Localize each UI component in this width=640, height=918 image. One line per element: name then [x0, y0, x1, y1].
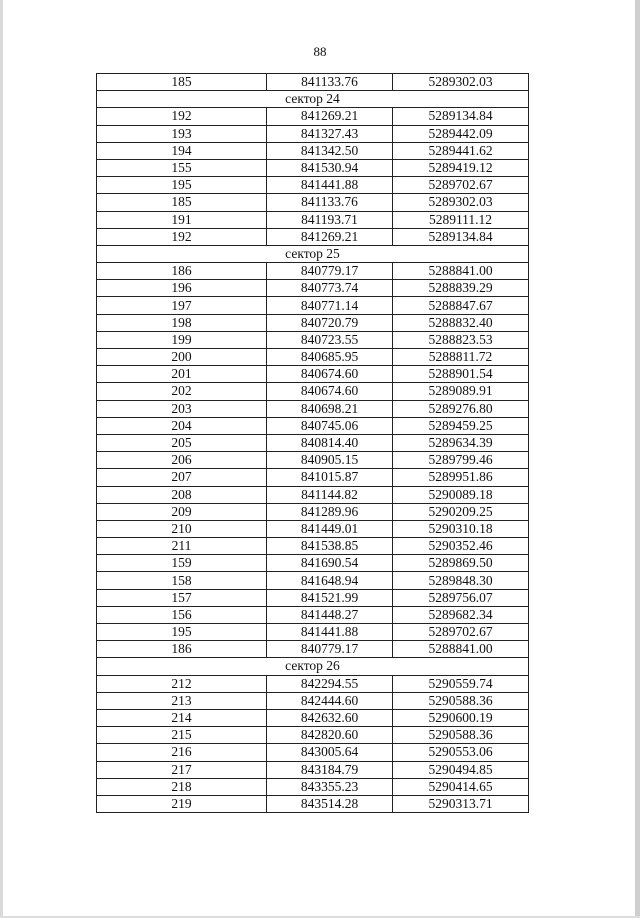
- table-row: [97, 434, 529, 451]
- point-number-cell: 186: [97, 263, 267, 280]
- table-row: [97, 349, 529, 366]
- x-coordinate-cell: 840698.21: [267, 400, 393, 417]
- table-row: [97, 280, 529, 297]
- table-row: [97, 263, 529, 280]
- point-number-cell: 214: [97, 709, 267, 726]
- table-row: [97, 469, 529, 486]
- point-number-cell: 218: [97, 778, 267, 795]
- point-number-cell: 197: [97, 297, 267, 314]
- x-coordinate-cell: 841289.96: [267, 503, 393, 520]
- table-row: [97, 624, 529, 641]
- x-coordinate-cell: 842632.60: [267, 709, 393, 726]
- point-number-cell: 158: [97, 572, 267, 589]
- x-coordinate-cell: 843355.23: [267, 778, 393, 795]
- y-coordinate-cell: 5290494.85: [393, 761, 529, 778]
- x-coordinate-cell: 840779.17: [267, 641, 393, 658]
- point-number-cell: 157: [97, 589, 267, 606]
- point-number-cell: 195: [97, 177, 267, 194]
- y-coordinate-cell: 5289442.09: [393, 125, 529, 142]
- table-row: [97, 383, 529, 400]
- y-coordinate-cell: 5288841.00: [393, 263, 529, 280]
- table-row: [97, 297, 529, 314]
- y-coordinate-cell: 5289869.50: [393, 555, 529, 572]
- y-coordinate-cell: 5289848.30: [393, 572, 529, 589]
- point-number-cell: 202: [97, 383, 267, 400]
- point-number-cell: 192: [97, 228, 267, 245]
- table-row: [97, 761, 529, 778]
- x-coordinate-cell: 841133.76: [267, 74, 393, 91]
- y-coordinate-cell: 5289459.25: [393, 417, 529, 434]
- x-coordinate-cell: 840720.79: [267, 314, 393, 331]
- table-row: [97, 400, 529, 417]
- coordinates-table: [96, 73, 529, 813]
- table-row: [97, 727, 529, 744]
- y-coordinate-cell: 5288839.29: [393, 280, 529, 297]
- point-number-cell: 193: [97, 125, 267, 142]
- y-coordinate-cell: 5290089.18: [393, 486, 529, 503]
- y-coordinate-cell: 5288823.53: [393, 331, 529, 348]
- x-coordinate-cell: 840674.60: [267, 366, 393, 383]
- x-coordinate-cell: 841448.27: [267, 606, 393, 623]
- y-coordinate-cell: 5288841.00: [393, 641, 529, 658]
- table-row: [97, 194, 529, 211]
- point-number-cell: 209: [97, 503, 267, 520]
- table-row: [97, 795, 529, 812]
- y-coordinate-cell: 5289634.39: [393, 434, 529, 451]
- page-number: 88: [313, 44, 327, 59]
- table-row: [97, 228, 529, 245]
- point-number-cell: 204: [97, 417, 267, 434]
- table-row: [97, 452, 529, 469]
- table-row: [97, 486, 529, 503]
- y-coordinate-cell: 5288901.54: [393, 366, 529, 383]
- point-number-cell: 219: [97, 795, 267, 812]
- y-coordinate-cell: 5289702.67: [393, 177, 529, 194]
- sector-header-row: [97, 245, 529, 262]
- point-number-cell: 203: [97, 400, 267, 417]
- x-coordinate-cell: 840723.55: [267, 331, 393, 348]
- y-coordinate-cell: 5290414.65: [393, 778, 529, 795]
- x-coordinate-cell: 843184.79: [267, 761, 393, 778]
- point-number-cell: 156: [97, 606, 267, 623]
- table-row: [97, 520, 529, 537]
- point-number-cell: 155: [97, 159, 267, 176]
- table-row: [97, 555, 529, 572]
- table-row: [97, 74, 529, 91]
- x-coordinate-cell: 842820.60: [267, 727, 393, 744]
- x-coordinate-cell: 841690.54: [267, 555, 393, 572]
- x-coordinate-cell: 841530.94: [267, 159, 393, 176]
- x-coordinate-cell: 841342.50: [267, 142, 393, 159]
- y-coordinate-cell: 5288832.40: [393, 314, 529, 331]
- y-coordinate-cell: 5290313.71: [393, 795, 529, 812]
- table-row: [97, 538, 529, 555]
- x-coordinate-cell: 840779.17: [267, 263, 393, 280]
- table-row: [97, 159, 529, 176]
- table-row: [97, 778, 529, 795]
- point-number-cell: 211: [97, 538, 267, 555]
- point-number-cell: 159: [97, 555, 267, 572]
- y-coordinate-cell: 5289682.34: [393, 606, 529, 623]
- table-row: [97, 692, 529, 709]
- y-coordinate-cell: 5289951.86: [393, 469, 529, 486]
- y-coordinate-cell: 5289419.12: [393, 159, 529, 176]
- point-number-cell: 185: [97, 194, 267, 211]
- table-row: [97, 314, 529, 331]
- point-number-cell: 215: [97, 727, 267, 744]
- x-coordinate-cell: 843514.28: [267, 795, 393, 812]
- y-coordinate-cell: 5290588.36: [393, 692, 529, 709]
- y-coordinate-cell: 5289302.03: [393, 194, 529, 211]
- x-coordinate-cell: 842294.55: [267, 675, 393, 692]
- point-number-cell: 210: [97, 520, 267, 537]
- x-coordinate-cell: 842444.60: [267, 692, 393, 709]
- table-row: [97, 177, 529, 194]
- table-row: [97, 744, 529, 761]
- y-coordinate-cell: 5290559.74: [393, 675, 529, 692]
- x-coordinate-cell: 841538.85: [267, 538, 393, 555]
- coordinates-table-body: [97, 74, 529, 813]
- y-coordinate-cell: 5290588.36: [393, 727, 529, 744]
- point-number-cell: 205: [97, 434, 267, 451]
- table-row: [97, 641, 529, 658]
- y-coordinate-cell: 5289441.62: [393, 142, 529, 159]
- point-number-cell: 199: [97, 331, 267, 348]
- point-number-cell: 201: [97, 366, 267, 383]
- table-row: [97, 606, 529, 623]
- point-number-cell: 198: [97, 314, 267, 331]
- point-number-cell: 207: [97, 469, 267, 486]
- point-number-cell: 185: [97, 74, 267, 91]
- sector-label: сектор 26: [97, 658, 529, 675]
- x-coordinate-cell: 841441.88: [267, 177, 393, 194]
- point-number-cell: 186: [97, 641, 267, 658]
- x-coordinate-cell: 841193.71: [267, 211, 393, 228]
- x-coordinate-cell: 841521.99: [267, 589, 393, 606]
- x-coordinate-cell: 840745.06: [267, 417, 393, 434]
- point-number-cell: 194: [97, 142, 267, 159]
- x-coordinate-cell: 841441.88: [267, 624, 393, 641]
- y-coordinate-cell: 5288811.72: [393, 349, 529, 366]
- y-coordinate-cell: 5290600.19: [393, 709, 529, 726]
- x-coordinate-cell: 841269.21: [267, 228, 393, 245]
- point-number-cell: 206: [97, 452, 267, 469]
- x-coordinate-cell: 841133.76: [267, 194, 393, 211]
- y-coordinate-cell: 5290553.06: [393, 744, 529, 761]
- y-coordinate-cell: 5288847.67: [393, 297, 529, 314]
- table-row: [97, 331, 529, 348]
- x-coordinate-cell: 840685.95: [267, 349, 393, 366]
- y-coordinate-cell: 5289134.84: [393, 108, 529, 125]
- y-coordinate-cell: 5289111.12: [393, 211, 529, 228]
- scan-edge-right: [635, 0, 640, 918]
- point-number-cell: 208: [97, 486, 267, 503]
- y-coordinate-cell: 5290209.25: [393, 503, 529, 520]
- sector-label: сектор 24: [97, 91, 529, 108]
- y-coordinate-cell: 5289276.80: [393, 400, 529, 417]
- y-coordinate-cell: 5289302.03: [393, 74, 529, 91]
- table-row: [97, 503, 529, 520]
- point-number-cell: 192: [97, 108, 267, 125]
- x-coordinate-cell: 841144.82: [267, 486, 393, 503]
- table-row: [97, 675, 529, 692]
- table-row: [97, 709, 529, 726]
- point-number-cell: 191: [97, 211, 267, 228]
- table-row: [97, 125, 529, 142]
- y-coordinate-cell: 5289799.46: [393, 452, 529, 469]
- table-row: [97, 589, 529, 606]
- x-coordinate-cell: 841327.43: [267, 125, 393, 142]
- sector-label: сектор 25: [97, 245, 529, 262]
- x-coordinate-cell: 840773.74: [267, 280, 393, 297]
- table-row: [97, 366, 529, 383]
- y-coordinate-cell: 5289756.07: [393, 589, 529, 606]
- point-number-cell: 196: [97, 280, 267, 297]
- sector-header-row: [97, 91, 529, 108]
- table-row: [97, 572, 529, 589]
- y-coordinate-cell: 5290352.46: [393, 538, 529, 555]
- y-coordinate-cell: 5289134.84: [393, 228, 529, 245]
- point-number-cell: 216: [97, 744, 267, 761]
- table-row: [97, 142, 529, 159]
- x-coordinate-cell: 840674.60: [267, 383, 393, 400]
- x-coordinate-cell: 840905.15: [267, 452, 393, 469]
- point-number-cell: 212: [97, 675, 267, 692]
- point-number-cell: 200: [97, 349, 267, 366]
- x-coordinate-cell: 841015.87: [267, 469, 393, 486]
- point-number-cell: 213: [97, 692, 267, 709]
- sector-header-row: [97, 658, 529, 675]
- point-number-cell: 195: [97, 624, 267, 641]
- x-coordinate-cell: 841269.21: [267, 108, 393, 125]
- table-row: [97, 211, 529, 228]
- x-coordinate-cell: 840814.40: [267, 434, 393, 451]
- y-coordinate-cell: 5290310.18: [393, 520, 529, 537]
- x-coordinate-cell: 840771.14: [267, 297, 393, 314]
- point-number-cell: 217: [97, 761, 267, 778]
- scan-edge-left: [0, 0, 3, 918]
- x-coordinate-cell: 843005.64: [267, 744, 393, 761]
- x-coordinate-cell: 841648.94: [267, 572, 393, 589]
- table-row: [97, 108, 529, 125]
- y-coordinate-cell: 5289089.91: [393, 383, 529, 400]
- x-coordinate-cell: 841449.01: [267, 520, 393, 537]
- table-row: [97, 417, 529, 434]
- y-coordinate-cell: 5289702.67: [393, 624, 529, 641]
